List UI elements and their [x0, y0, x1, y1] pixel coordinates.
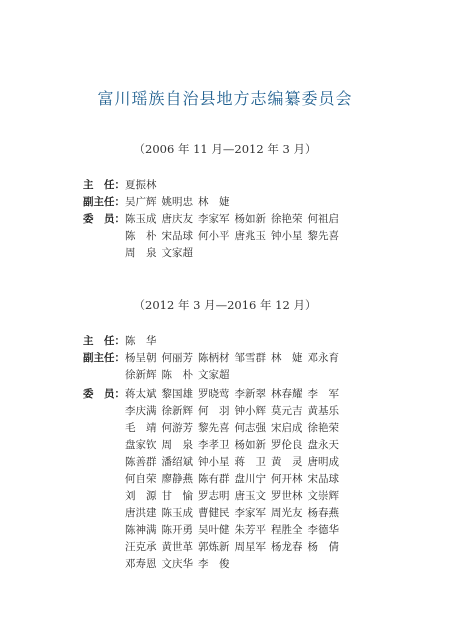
- member-name: 曹健民: [198, 507, 230, 519]
- member-name: 杨如新: [234, 213, 266, 225]
- chair-label: 主 任：: [83, 179, 125, 191]
- vice-chair-name: 文家超: [198, 369, 230, 381]
- member-name: 毛 靖: [125, 422, 157, 434]
- member-name: 陈神满: [125, 524, 157, 536]
- term-1-vice-row: [83, 194, 125, 211]
- vice-chair-name: 何丽芳: [161, 352, 193, 364]
- chair-name: 夏振林: [125, 179, 157, 191]
- member-name: 杨春燕: [307, 507, 339, 519]
- member-name: 李 俊: [198, 558, 230, 570]
- vice-chair-name: 林 婕: [198, 196, 230, 208]
- member-name: 罗晓莺: [198, 388, 230, 400]
- member-name: 唐洪建: [125, 507, 157, 519]
- member-name: 何游芳: [161, 422, 193, 434]
- member-name: 唐玉文: [234, 490, 266, 502]
- member-name: 李家军: [234, 507, 266, 519]
- term-2-vice-names: [125, 350, 344, 384]
- member-name: 黄 灵: [271, 456, 303, 468]
- chair-name: 陈 华: [125, 335, 157, 347]
- member-name: 周星军: [234, 541, 266, 553]
- name-line: [125, 403, 344, 420]
- member-name: 何祖启: [307, 213, 339, 225]
- member-name: 何自荣: [125, 473, 157, 485]
- vice-chair-label: 副主任：: [83, 352, 125, 364]
- member-name: 陈玉成: [161, 507, 193, 519]
- member-name: 朱芳平: [234, 524, 266, 536]
- member-name: 黎先喜: [198, 422, 230, 434]
- vice-chair-name: 邹雪群: [234, 352, 266, 364]
- name-line: [125, 211, 344, 228]
- member-name: 徐新辉: [161, 405, 193, 417]
- member-name: 周 泉: [161, 439, 193, 451]
- member-name: 杨 倩: [307, 541, 339, 553]
- member-name: 李 军: [307, 388, 339, 400]
- term-1-vice-names: [125, 194, 235, 211]
- member-name: 汪克承: [125, 541, 157, 553]
- member-name: 蒋 卫: [234, 456, 266, 468]
- member-name: 蒋太斌: [125, 388, 157, 400]
- name-line: [125, 505, 344, 522]
- member-name: 宋品球: [307, 473, 339, 485]
- term-2-vice-row: [83, 350, 125, 367]
- member-name: 钟小星: [198, 456, 230, 468]
- vice-chair-name: 吴广辉: [125, 196, 157, 208]
- name-line: [125, 245, 344, 262]
- member-name: 盘川宁: [234, 473, 266, 485]
- member-name: 徐艳荣: [271, 213, 303, 225]
- member-name: 陈开勇: [161, 524, 193, 536]
- member-name: 盘家钦: [125, 439, 157, 451]
- term-1-chair-row: [83, 177, 157, 194]
- name-line: [125, 556, 344, 573]
- chair-label: 主 任：: [83, 335, 125, 347]
- vice-chair-name: 陈柄材: [198, 352, 230, 364]
- name-line: [125, 420, 344, 437]
- member-label: 委 员：: [83, 388, 125, 400]
- member-name: 潘绍斌: [161, 456, 193, 468]
- member-name: 周 泉: [125, 247, 157, 259]
- member-name: 文家超: [161, 247, 193, 259]
- name-line: [125, 488, 344, 505]
- member-name: 钟小辉: [234, 405, 266, 417]
- name-line: [125, 437, 344, 454]
- member-name: 李新翠: [234, 388, 266, 400]
- member-name: 李德华: [307, 524, 339, 536]
- member-name: 李庆满: [125, 405, 157, 417]
- name-line: [125, 471, 344, 488]
- vice-chair-label: 副主任：: [83, 196, 125, 208]
- member-name: 莫元吉: [271, 405, 303, 417]
- member-name: 郭炼新: [198, 541, 230, 553]
- member-name: 黄基乐: [307, 405, 339, 417]
- page-title: 富川瑶族自治县地方志编纂委员会: [97, 89, 353, 108]
- member-name: 何小平: [198, 230, 230, 242]
- name-line: [125, 386, 344, 403]
- vice-chair-name: 陈 朴: [161, 369, 193, 381]
- member-name: 陈玉成: [125, 213, 157, 225]
- term-2-period: （2012 年 3 月—2016 年 12 月）: [133, 298, 317, 312]
- member-name: 文崇辉: [307, 490, 339, 502]
- name-line: [125, 522, 344, 539]
- member-name: 唐明成: [307, 456, 339, 468]
- member-name: 林春耀: [271, 388, 303, 400]
- term-1-member-names: [125, 211, 344, 262]
- member-name: 徐艳荣: [307, 422, 339, 434]
- member-name: 陈 朴: [125, 230, 157, 242]
- member-name: 罗世林: [271, 490, 303, 502]
- member-name: 陈有群: [198, 473, 230, 485]
- member-name: 廖静燕: [161, 473, 193, 485]
- name-line: [125, 454, 344, 471]
- member-name: 何 羽: [198, 405, 230, 417]
- member-name: 何志强: [234, 422, 266, 434]
- name-line: [125, 367, 344, 384]
- name-line: [125, 539, 344, 556]
- member-name: 邓寿恩: [125, 558, 157, 570]
- vice-chair-name: 林 婕: [271, 352, 303, 364]
- name-line: [125, 350, 344, 367]
- member-name: 程胜全: [271, 524, 303, 536]
- member-name: 宋品球: [161, 230, 193, 242]
- member-name: 李孝卫: [198, 439, 230, 451]
- member-name: 黎先喜: [307, 230, 339, 242]
- member-name: 宋启成: [271, 422, 303, 434]
- vice-chair-name: 姚明忠: [161, 196, 193, 208]
- member-name: 甘 愉: [161, 490, 193, 502]
- member-name: 陈善群: [125, 456, 157, 468]
- member-name: 罗伦良: [271, 439, 303, 451]
- member-name: 唐兆玉: [234, 230, 266, 242]
- term-2-member-row: [83, 386, 125, 403]
- vice-chair-name: 邓永育: [307, 352, 339, 364]
- member-name: 盘永天: [307, 439, 339, 451]
- vice-chair-name: 徐新辉: [125, 369, 157, 381]
- member-name: 刘 源: [125, 490, 157, 502]
- member-label: 委 员：: [83, 213, 125, 225]
- term-2-chair-row: [83, 333, 157, 350]
- term-1-member-row: [83, 211, 125, 228]
- member-name: 罗志明: [198, 490, 230, 502]
- member-name: 周光友: [271, 507, 303, 519]
- member-name: 唐庆友: [161, 213, 193, 225]
- member-name: 黄世革: [161, 541, 193, 553]
- member-name: 钟小星: [271, 230, 303, 242]
- member-name: 何开林: [271, 473, 303, 485]
- member-name: 李家军: [198, 213, 230, 225]
- member-name: 吴叶健: [198, 524, 230, 536]
- member-name: 杨龙春: [271, 541, 303, 553]
- term-1-period: （2006 年 11 月—2012 年 3 月）: [133, 142, 317, 156]
- member-name: 黎国雄: [161, 388, 193, 400]
- name-line: [125, 228, 344, 245]
- member-name: 杨如新: [234, 439, 266, 451]
- term-2-member-names: [125, 386, 344, 573]
- member-name: 文庆华: [161, 558, 193, 570]
- vice-chair-name: 杨呈朝: [125, 352, 157, 364]
